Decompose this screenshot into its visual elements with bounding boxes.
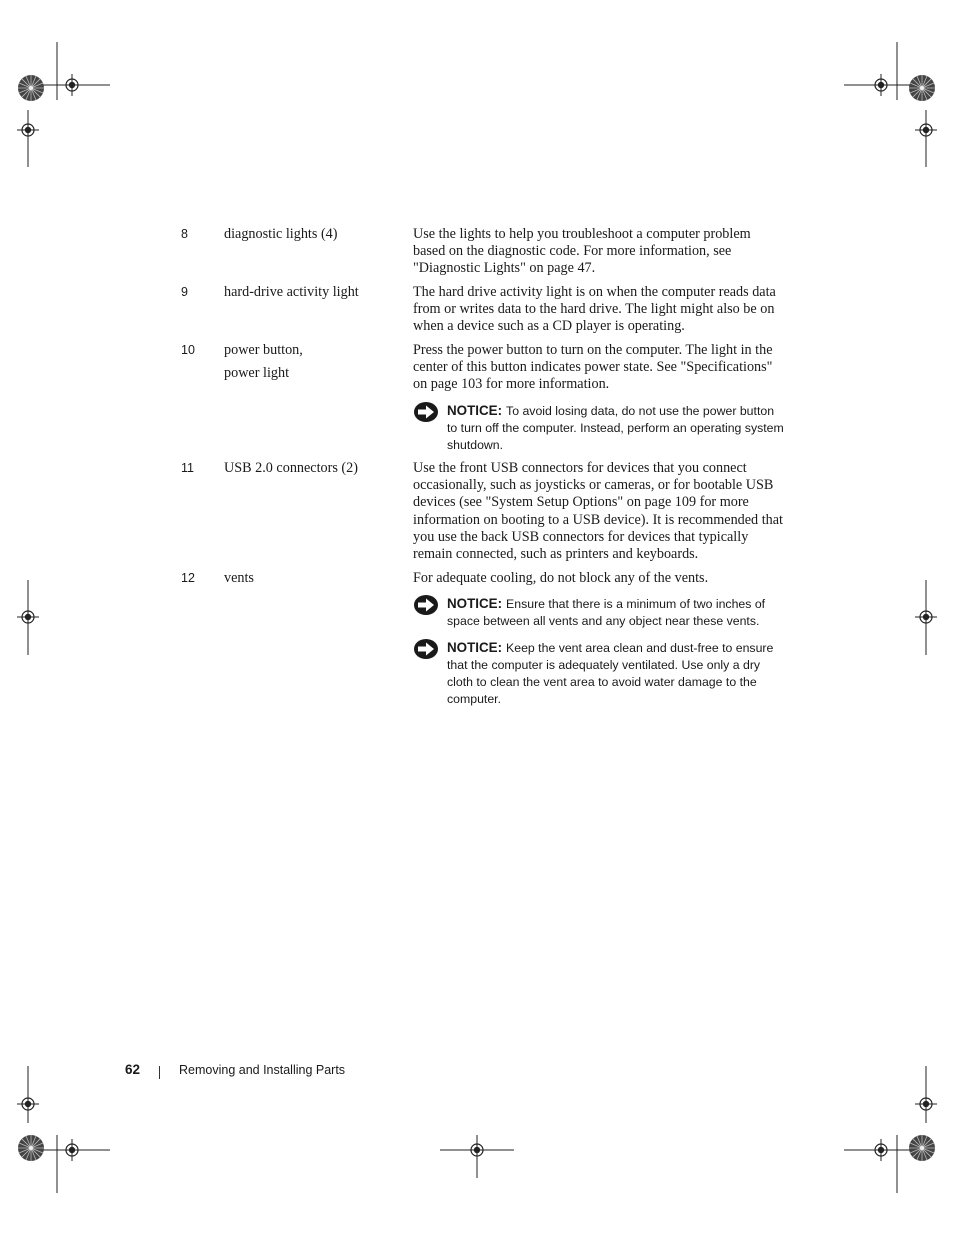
item-number: 8 — [181, 227, 188, 241]
notice — [413, 402, 785, 454]
color-wheel-icon — [18, 75, 44, 101]
item-number: 10 — [181, 343, 195, 357]
item-name-line: diagnostic lights (4) — [224, 226, 338, 242]
item-description: Press the power button to turn on the computer. The light in the center of this button indicates power state. See "Specifications" on page 103 for more information. — [413, 342, 773, 393]
registration-mark-icon — [915, 1093, 937, 1115]
notice-body: To avoid losing data, do not use the power button to turn off the computer. Instead, perform an operating system shutdown. — [447, 404, 784, 452]
item-number: 12 — [181, 571, 195, 585]
registration-mark-icon — [17, 119, 39, 141]
item-name — [224, 226, 404, 249]
item-name — [224, 342, 404, 388]
notice-label: NOTICE: — [447, 403, 503, 418]
item-name — [224, 570, 404, 593]
notice — [413, 595, 785, 630]
item-number: 11 — [181, 461, 194, 475]
notice-body: Keep the vent area clean and dust-free to ensure that the computer is adequately ventilated. Use only a dry cloth to clean the vent area to avoid water damage to the computer. — [447, 641, 774, 706]
registration-mark-icon — [466, 1139, 488, 1161]
section-title: Removing and Installing Parts — [179, 1063, 346, 1077]
item-name-line: USB 2.0 connectors (2) — [224, 460, 358, 476]
notice-text — [447, 595, 785, 630]
item-number: 9 — [181, 285, 188, 299]
notice — [413, 639, 785, 708]
registration-mark-icon — [61, 1139, 83, 1161]
registration-mark-icon — [870, 1139, 892, 1161]
registration-mark-icon — [17, 1093, 39, 1115]
registration-mark-icon — [915, 119, 937, 141]
item-name-line: hard-drive activity light — [224, 284, 359, 300]
registration-mark-icon — [870, 74, 892, 96]
page-number: 62 — [125, 1062, 141, 1077]
notice-body: Ensure that there is a minimum of two inches of space between all vents and any object near these vents. — [447, 597, 766, 628]
color-wheel-icon — [909, 75, 935, 101]
notice-arrow-icon — [413, 638, 439, 660]
color-wheel-icon — [18, 1135, 44, 1161]
notice-arrow-icon — [413, 401, 439, 423]
registration-mark-icon — [915, 606, 937, 628]
notice-label: NOTICE: — [447, 640, 503, 655]
color-wheel-icon — [909, 1135, 935, 1161]
item-name-line: vents — [224, 570, 254, 586]
item-description: Use the lights to help you troubleshoot a computer problem based on the diagnostic code. For more information, see "Diagnostic Lights" on page 47. — [413, 226, 751, 277]
registration-mark-icon — [17, 606, 39, 628]
notice-label: NOTICE: — [447, 596, 503, 611]
item-name — [224, 460, 404, 483]
item-description: The hard drive activity light is on when the computer reads data from or writes data to the hard drive. The light might also be on when a device such as a CD player is operating. — [413, 284, 776, 335]
registration-mark-icon — [61, 74, 83, 96]
item-name-line: power light — [224, 365, 290, 381]
page-footer — [125, 1062, 725, 1082]
notice-text — [447, 639, 785, 708]
item-name-line: power button, — [224, 342, 303, 358]
item-description: Use the front USB connectors for devices that you connect occasionally, such as joysticks or cameras, or for bootable USB devices (see "System Setup Options" on page 109 for more information on booting to a USB device). It is recommended that you use the back USB connectors for devices that typically remain connected, such as printers and keyboards. — [413, 460, 783, 563]
item-name — [224, 284, 404, 307]
notice-arrow-icon — [413, 594, 439, 616]
notice-text — [447, 402, 785, 454]
item-description: For adequate cooling, do not block any of the vents. — [413, 570, 709, 586]
footer-divider — [159, 1066, 160, 1079]
